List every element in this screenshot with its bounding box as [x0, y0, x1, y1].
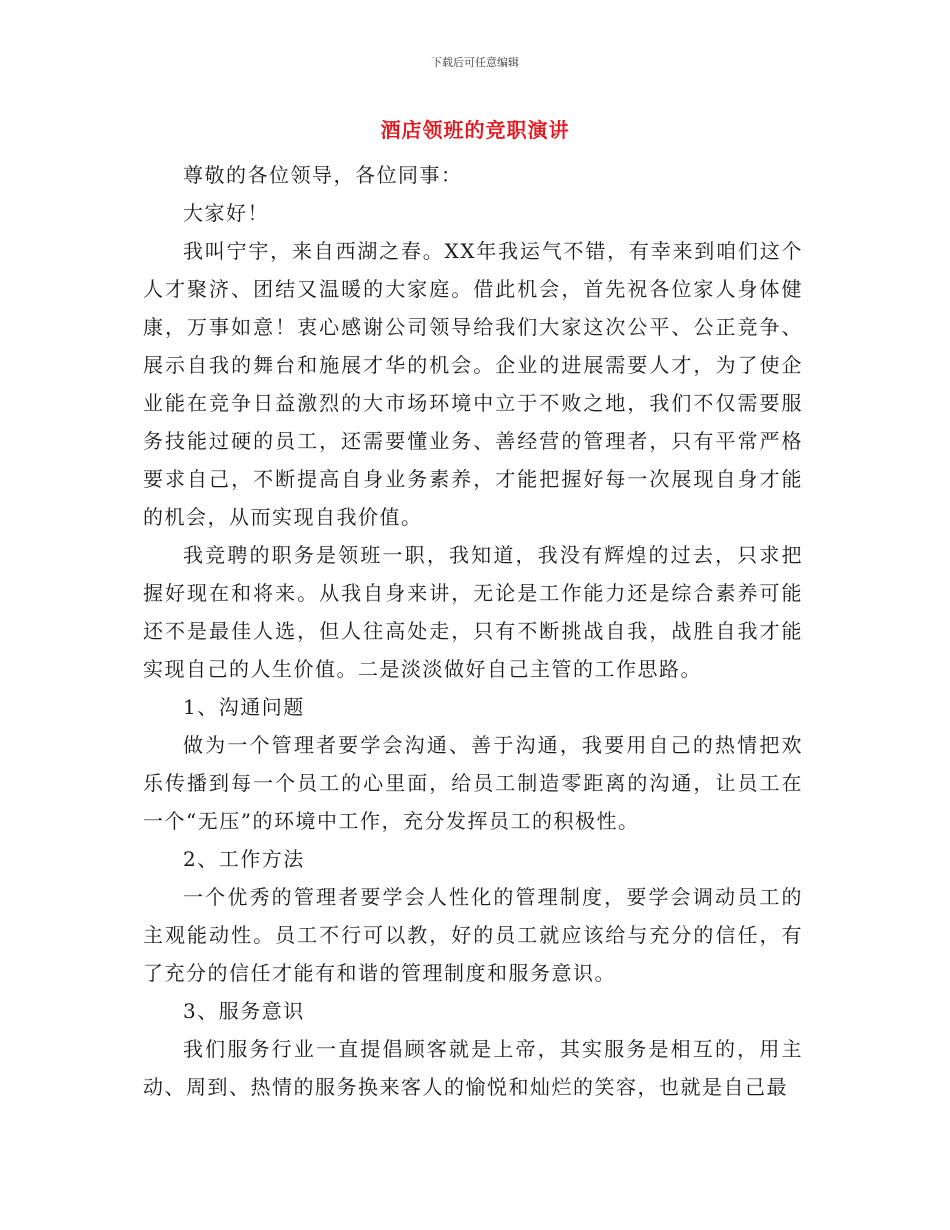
- paragraph-methods: 一个优秀的管理者要学会人性化的管理制度，要学会调动员工的主观能动性。员工不行可以教，好的员工就应该给与充分的信任，有了充分的信任才能有和谐的管理制度和服务意识。: [143, 885, 803, 985]
- document-body: [143, 156, 803, 1106]
- salutation: 尊敬的各位领导，各位同事：: [183, 163, 463, 187]
- section-heading-methods: 2、工作方法: [183, 847, 305, 871]
- section-heading-communication: 1、沟通问题: [183, 695, 305, 719]
- document-title: 酒店领班的竞职演讲: [380, 118, 570, 142]
- paragraph-intro: 我叫宁宇，来自西湖之春。XX年我运气不错，有幸来到咱们这个人才聚济、团结又温暖的大家庭。借此机会，首先祝各位家人身体健康，万事如意！衷心感谢公司领导给我们大家这次公平、公正竞争、展示自我的舞台和施展才华的机会。企业的进展需要人才，为了使企业能在竞争日益激烈的大市场环境中立于不败之地，我们不仅需要服务技能过硬的员工，还需要懂业务、善经营的管理者，只有平常严格要求自己，不断提高自身业务素养，才能把握好每一次展现自身才能的机会，从而实现自我价值。: [143, 239, 803, 529]
- paragraph-service: 我们服务行业一直提倡顾客就是上帝，其实服务是相互的，用主动、周到、热情的服务换来客人的愉悦和灿烂的笑容，也就是自己最: [143, 1037, 803, 1099]
- paragraph-communication: 做为一个管理者要学会沟通、善于沟通，我要用自己的热情把欢乐传播到每一个员工的心里面，给员工制造零距离的沟通，让员工在一个“无压”的环境中工作，充分发挥员工的积极性。: [143, 733, 803, 833]
- section-heading-service: 3、服务意识: [183, 999, 305, 1023]
- greeting: 大家好！: [183, 201, 269, 225]
- paragraph-position: 我竞聘的职务是领班一职，我知道，我没有辉煌的过去，只求把握好现在和将来。从我自身来讲，无论是工作能力还是综合素养可能还不是最佳人选，但人往高处走，只有不断挑战自我，战胜自我才能实现自己的人生价值。二是淡淡做好自己主管的工作思路。: [143, 543, 803, 681]
- header-note: 下载后可任意编辑: [431, 56, 519, 69]
